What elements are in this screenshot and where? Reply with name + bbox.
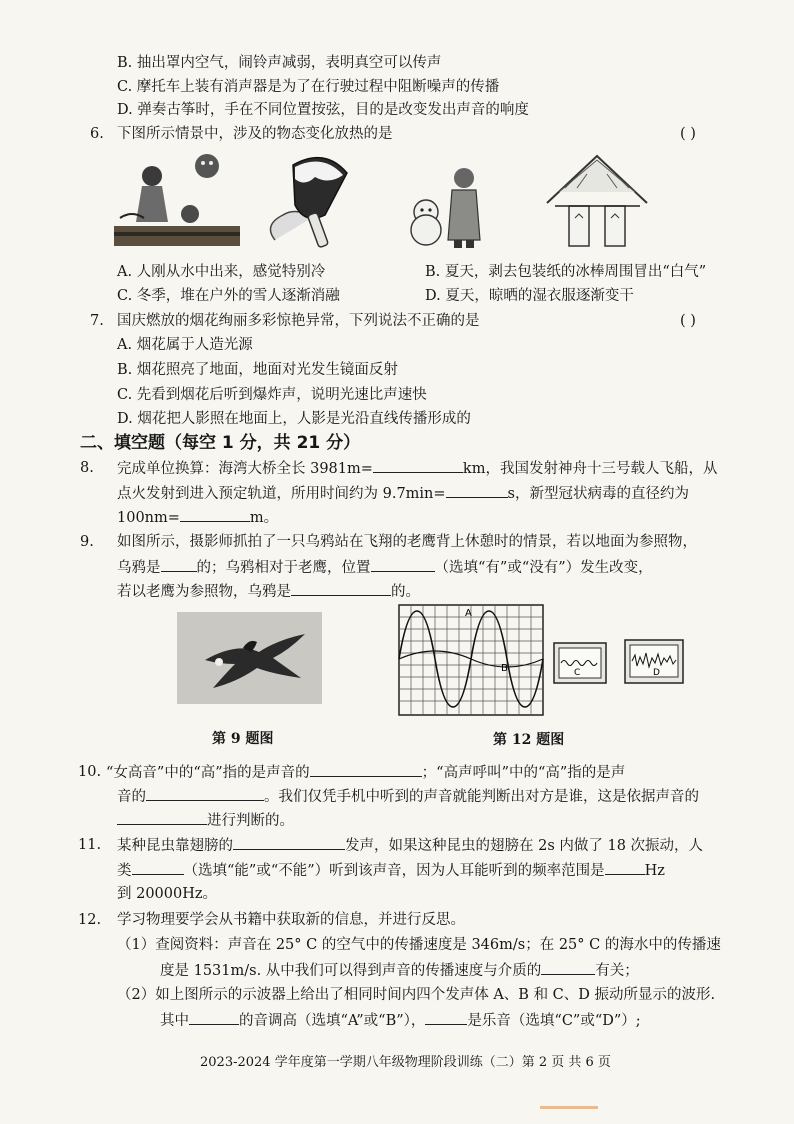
answer-blank[interactable] [180, 507, 250, 522]
answer-blank[interactable] [117, 810, 207, 825]
answer-blank[interactable] [425, 1010, 467, 1025]
q7-option-b: B. 烟花照亮了地面，地面对光发生镜面反射 [117, 362, 398, 378]
wave-a-label: A [465, 608, 472, 619]
answer-blank[interactable] [291, 581, 391, 596]
fig9-caption: 第 9 题图 [212, 731, 274, 747]
q7-number: 7. [90, 313, 104, 329]
q6-option-a: A. 人刚从水中出来，感觉特别冷 [117, 264, 326, 280]
fig12-caption: 第 12 题图 [493, 732, 565, 748]
q7-option-a: A. 烟花属于人造光源 [117, 337, 253, 353]
q12-part2-line-1: （2）如上图所示的示波器上给出了相同时间内四个发声体 A、B 和 C、D 振动所显示的波形. [117, 987, 716, 1003]
answer-blank[interactable] [146, 786, 264, 801]
scan-artifact-mark [540, 1106, 598, 1109]
q6-image-popsicle [255, 145, 365, 255]
answer-blank[interactable] [189, 1010, 239, 1025]
q6-option-b: B. 夏天，剥去包装纸的冰棒周围冒出“白气” [425, 264, 707, 280]
answer-blank[interactable] [161, 557, 197, 572]
answer-blank[interactable] [233, 835, 345, 850]
q8-line-2: 点火发射到进入预定轨道，所用时间约为 9.7min= s，新型冠状病毒的直径约为 [117, 483, 689, 504]
answer-blank[interactable] [132, 860, 184, 875]
q5-option-d: D. 弹奏古筝时，手在不同位置按弦，目的是改变发出声音的响度 [117, 102, 529, 118]
wave-d-label: D [653, 668, 660, 678]
q5-option-c: C. 摩托车上装有消声器是为了在行驶过程中阻断噪声的传播 [117, 79, 500, 95]
q6-answer-paren: ( ) [680, 126, 696, 142]
q11-line-1: 某种昆虫靠翅膀的 发声，如果这种昆虫的翅膀在 2s 内做了 18 次振动，人 [117, 835, 703, 856]
answer-blank[interactable] [541, 960, 595, 975]
q12-part1-line-1: （1）查阅资料：声音在 25° C 的空气中的传播速度是 346m/s；在 25° C 的海水中的传播速 [117, 937, 721, 953]
answer-blank[interactable] [373, 458, 463, 473]
fig12-oscilloscope-waveforms [397, 603, 687, 719]
q6-image-snowman [390, 150, 490, 250]
q11-line-2: 类 （选填“能”或“不能”）听到该声音，因为人耳能听到的频率范围是 Hz [117, 860, 665, 881]
q12-part1-line-2: 度是 1531m/s. 从中我们可以得到声音的传播速度与介质的 有关； [160, 960, 639, 981]
q5-option-b: B. 抽出罩内空气，闹铃声减弱，表明真空可以传声 [117, 55, 442, 71]
q6-stem: 下图所示情景中，涉及的物态变化放热的是 [117, 126, 393, 142]
q6-option-c: C. 冬季，堆在户外的雪人逐渐消融 [117, 288, 340, 304]
q10-number: 10. [78, 764, 102, 780]
q10-line-1: “女高音”中的“高”指的是声音的 ；“高声呼叫”中的“高”指的是声 [106, 762, 625, 783]
q6-option-d: D. 夏天，晾晒的湿衣服逐渐变干 [425, 288, 634, 304]
q6-number: 6. [90, 126, 104, 142]
wave-b-label: B [501, 663, 508, 674]
page-footer: 2023-2024 学年度第一学期八年级物理阶段训练（二）第 2 页 共 6 页 [200, 1055, 611, 1070]
q7-stem: 国庆燃放的烟花绚丽多彩惊艳异常，下列说法不正确的是 [117, 313, 480, 329]
wave-c-label: C [574, 668, 581, 678]
q10-line-3: 进行判断的。 [117, 810, 294, 831]
q11-number: 11. [78, 837, 102, 853]
q9-line-3: 若以老鹰为参照物，乌鸦是 的。 [117, 581, 420, 602]
q7-answer-paren: ( ) [680, 313, 696, 329]
section-heading-fill-in: 二、填空题（每空 1 分，共 21 分） [80, 433, 361, 453]
q10-line-2: 音的 。我们仅凭手机中听到的声音就能判断出对方是谁，这是依据声音的 [117, 786, 699, 807]
q9-line-1: 如图所示，摄影师抓拍了一只乌鸦站在飞翔的老鹰背上休憩时的情景，若以地面为参照物， [117, 534, 697, 550]
answer-blank[interactable] [371, 557, 435, 572]
answer-blank[interactable] [605, 860, 645, 875]
q8-line-1: 完成单位换算：海湾大桥全长 3981m= km，我国发射神舟十三号载人飞船，从 [117, 458, 717, 479]
answer-blank[interactable] [310, 762, 422, 777]
q8-line-3: 100nm= m。 [117, 507, 278, 528]
q12-part2-line-2: 其中 的音调高（选填“A”或“B”）， 是乐音（选填“C”或“D”）; [160, 1010, 641, 1031]
q6-image-swimmer [112, 148, 242, 250]
q7-option-d: D. 烟花把人影照在地面上，人影是光沿直线传播形成的 [117, 411, 471, 427]
q9-line-2: 乌鸦是 的；乌鸦相对于老鹰，位置 （选填“有”或“没有”）发生改变， [117, 557, 653, 578]
q6-image-drying-clothes [545, 148, 650, 250]
q12-number: 12. [78, 912, 102, 928]
q7-option-c: C. 先看到烟花后听到爆炸声，说明光速比声速快 [117, 387, 427, 403]
answer-blank[interactable] [446, 483, 508, 498]
fig9-eagle-crow-photo [177, 612, 322, 704]
q9-number: 9. [80, 534, 94, 550]
q11-line-3: 到 20000Hz。 [117, 886, 218, 902]
q8-number: 8. [80, 460, 94, 476]
q12-stem: 学习物理要学会从书籍中获取新的信息，并进行反思。 [117, 912, 465, 928]
